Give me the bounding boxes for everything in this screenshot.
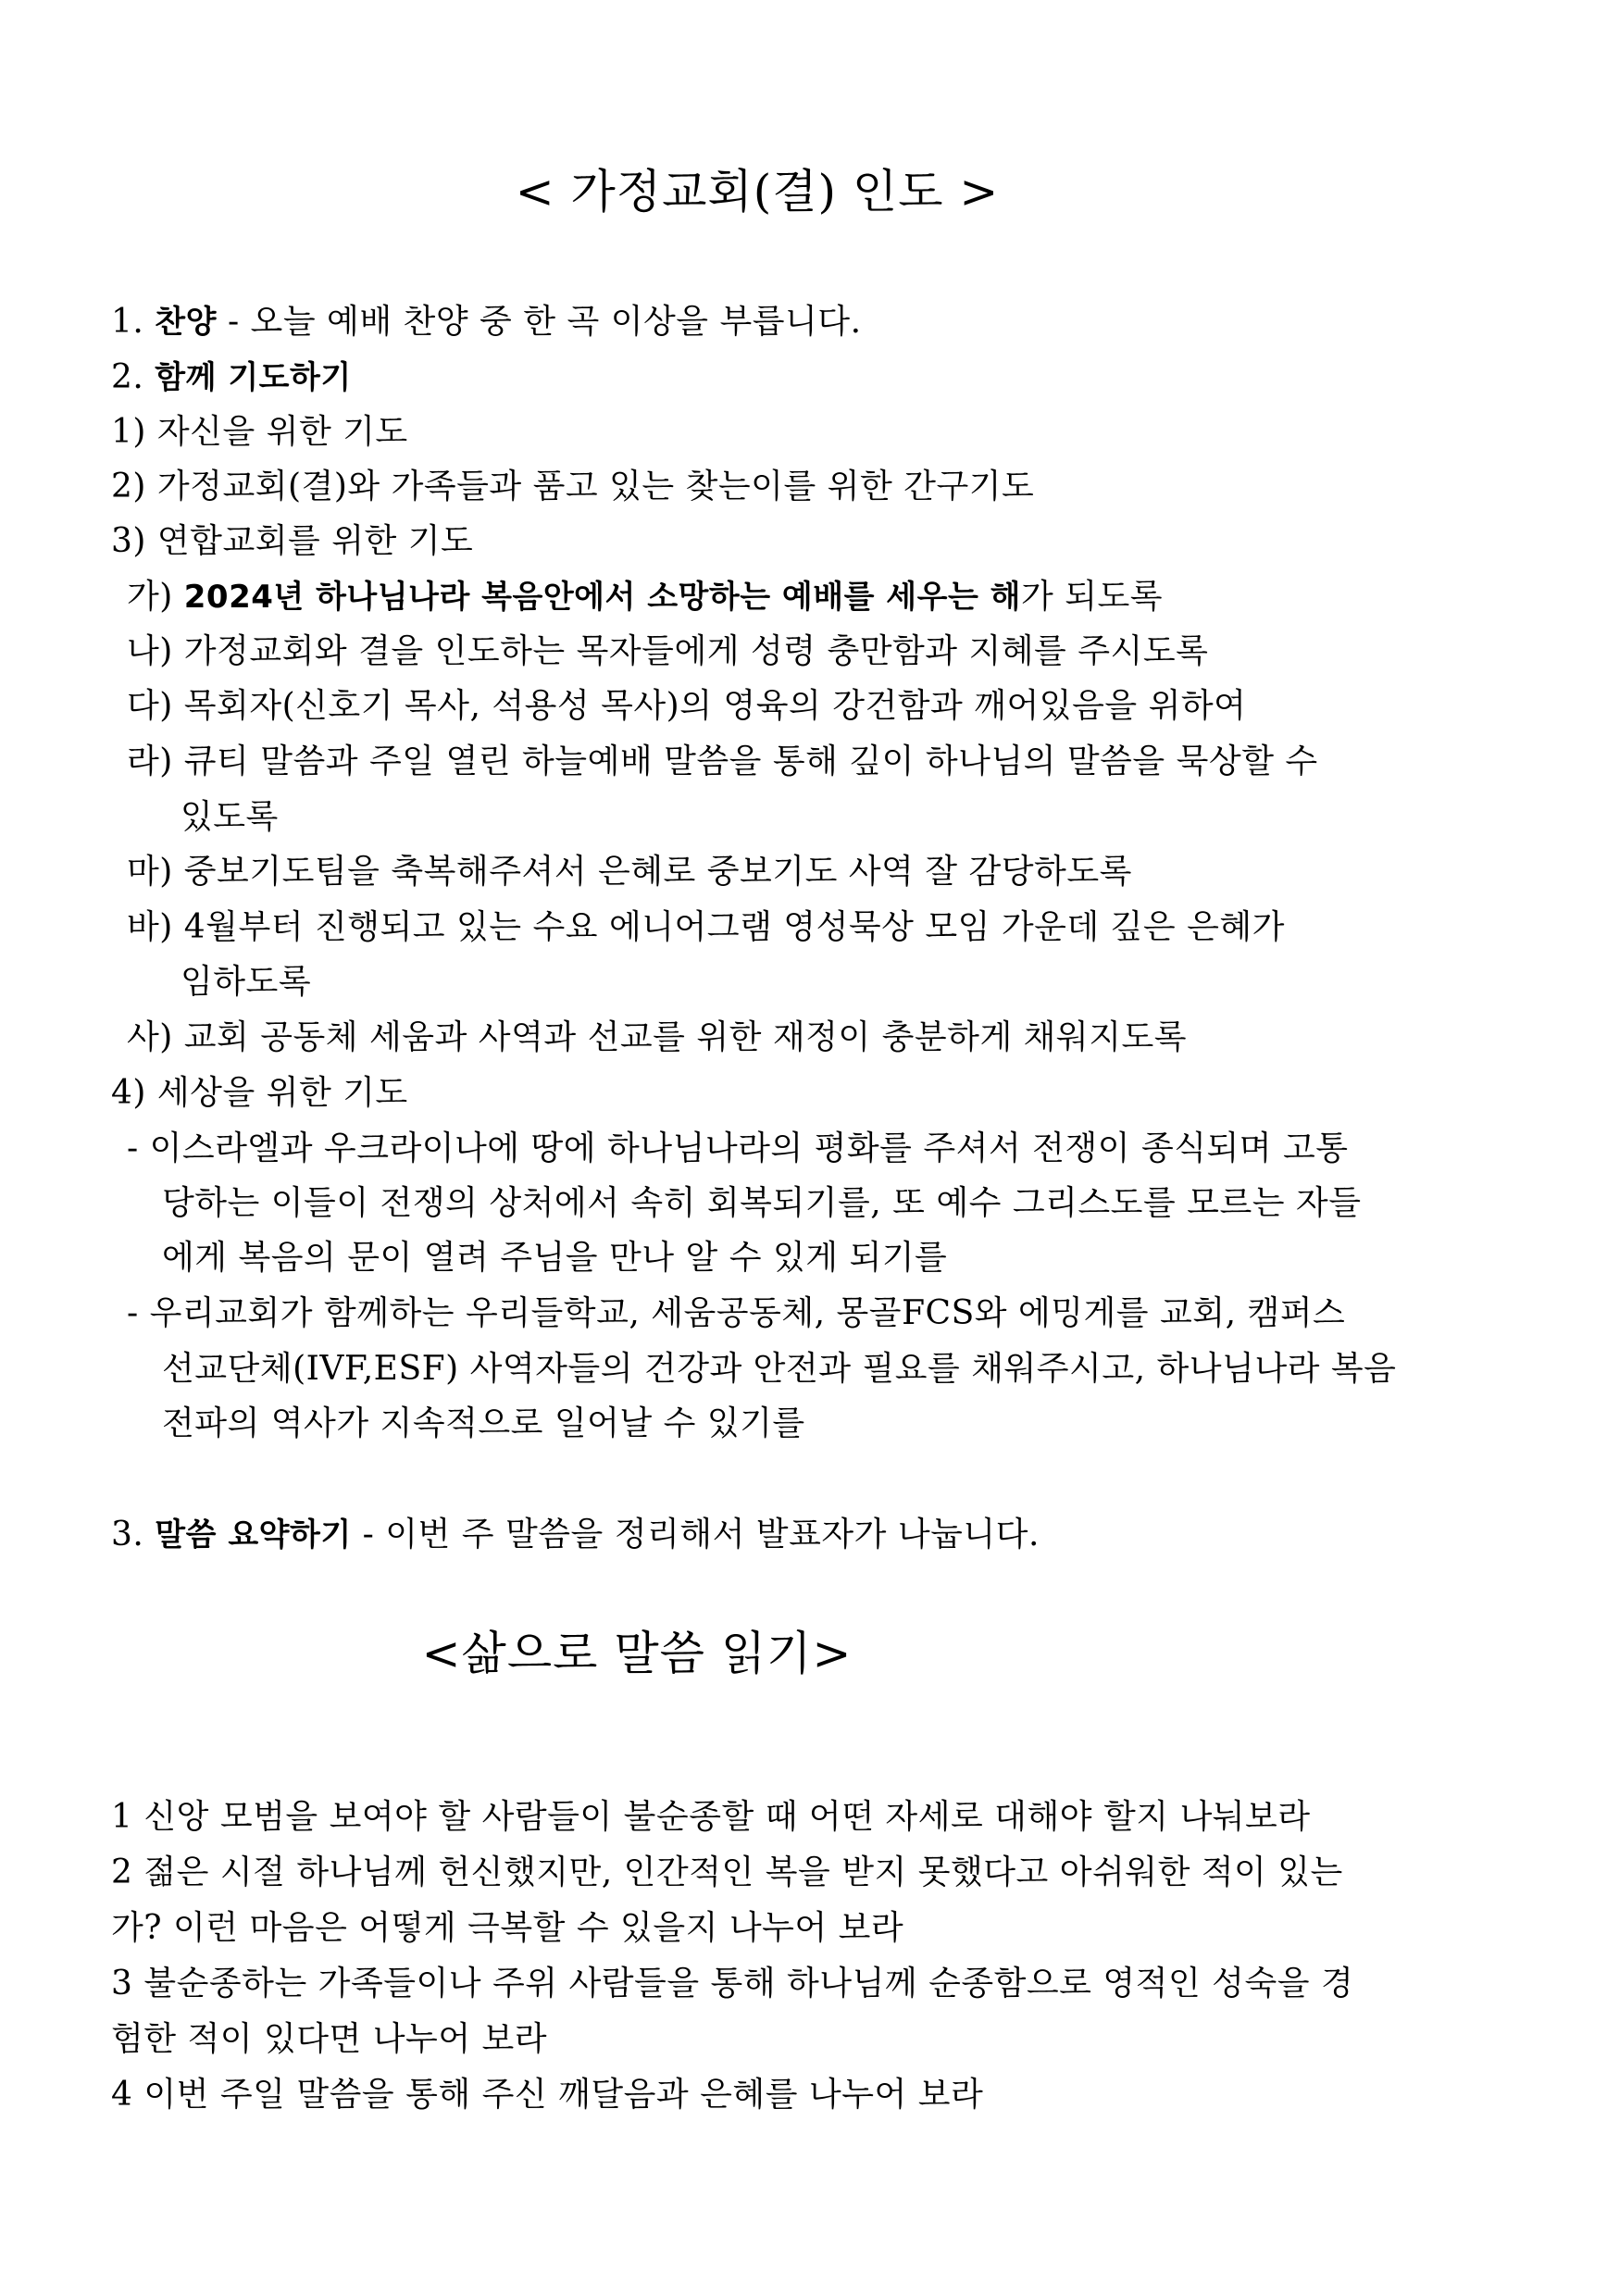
world-prayer-line: 선교단체(IVF,ESF) 사역자들의 건강과 안전과 필요를 채워주시고, 하나님나라 복음: [162, 1350, 1397, 1388]
reading-question-continued: 가? 이런 마음은 어떻게 극복할 수 있을지 나누어 보라: [111, 1909, 904, 1947]
section-number: 1.: [111, 303, 156, 341]
section-praise: [111, 303, 862, 341]
prayer-subitem: [127, 580, 1163, 614]
reading-title: <삶으로 말씀 읽기>: [421, 1627, 853, 1680]
section-heading: 함께 기도하기: [155, 359, 352, 396]
reading-question: 3 불순종하는 가족들이나 주위 사람들을 통해 하나님께 순종함으로 영적인 성숙을 경: [111, 1965, 1354, 2003]
prayer-item: 3) 연합교회를 위한 기도: [111, 522, 474, 560]
world-prayer-line: - 이스라엘과 우크라이나에 땅에 하나님나라의 평화를 주셔서 전쟁이 종식되며 고통: [127, 1129, 1349, 1167]
prayer-subitem: 마) 중보기도팀을 축복해주셔서 은혜로 중보기도 사역 잘 감당하도록: [127, 853, 1132, 891]
prayer-subitem: 다) 목회자(신호기 목사, 석용성 목사)의 영육의 강건함과 깨어있음을 위하여: [127, 687, 1247, 725]
prayer-subitem-continued: 있도록: [181, 798, 279, 836]
prayer-subitem: 라) 큐티 말씀과 주일 열린 하늘예배 말씀을 통해 깊이 하나님의 말씀을 묵상할 수: [127, 742, 1318, 780]
section-prayer: [111, 358, 352, 396]
section-number: 3.: [111, 1516, 156, 1554]
world-prayer-line: 전파의 역사가 지속적으로 일어날 수 있기를: [162, 1404, 805, 1442]
prayer-subitem: 나) 가정교회와 결을 인도하는 목자들에게 성령 충만함과 지혜를 주시도록: [127, 632, 1209, 670]
prayer-subitem: 사) 교회 공동체 세움과 사역과 선교를 위한 재정이 충분하게 채워지도록: [127, 1018, 1188, 1056]
reading-question-continued: 험한 적이 있다면 나누어 보라: [111, 2020, 548, 2058]
subitem-text: 가 되도록: [1020, 578, 1164, 616]
prayer-item: 2) 가정교회(결)와 가족들과 품고 있는 찾는이를 위한 간구기도: [111, 468, 1035, 505]
section-number: 2.: [111, 358, 156, 396]
reading-question: 2 젊은 시절 하나님께 헌신했지만, 인간적인 복을 받지 못했다고 아쉬워한 적이 있는: [111, 1853, 1343, 1891]
prayer-item: 1) 자신을 위한 기도: [111, 413, 408, 451]
section-heading: 찬양: [155, 304, 217, 341]
section-summary: [111, 1518, 1040, 1552]
prayer-item: 4) 세상을 위한 기도: [111, 1074, 408, 1112]
reading-question: 1 신앙 모범을 보여야 할 사람들이 불순종할 때 어떤 자세로 대해야 할지 나눠보라: [111, 1798, 1311, 1836]
page-title: < 가정교회(결) 인도 >: [515, 165, 1000, 218]
world-prayer-line: 당하는 이들이 전쟁의 상처에서 속히 회복되기를, 또 예수 그리스도를 모르는 자들: [162, 1184, 1362, 1222]
section-text: - 오늘 예배 찬양 중 한 곡 이상을 부릅니다.: [217, 303, 862, 341]
section-text: - 이번 주 말씀을 정리해서 발표자가 나눕니다.: [351, 1516, 1040, 1554]
section-heading: 말씀 요약하기: [155, 1516, 352, 1554]
prayer-subitem: 바) 4월부터 진행되고 있는 수요 에니어그램 영성묵상 모임 가운데 깊은 은혜가: [127, 908, 1285, 946]
reading-question: 4 이번 주일 말씀을 통해 주신 깨달음과 은혜를 나누어 보라: [111, 2076, 984, 2114]
subitem-emphasis: 2024년 하나님나라 복음안에서 소망하는 예배를 세우는 해: [183, 579, 1021, 616]
world-prayer-line: - 우리교회가 함께하는 우리들학교, 세움공동체, 몽골FCS와 에밍게를 교회, 캠퍼스: [127, 1294, 1346, 1332]
world-prayer-line: 에게 복음의 문이 열려 주님을 만나 알 수 있게 되기를: [162, 1239, 948, 1277]
prayer-subitem-continued: 임하도록: [181, 963, 312, 1001]
subitem-prefix: 가): [127, 578, 184, 616]
